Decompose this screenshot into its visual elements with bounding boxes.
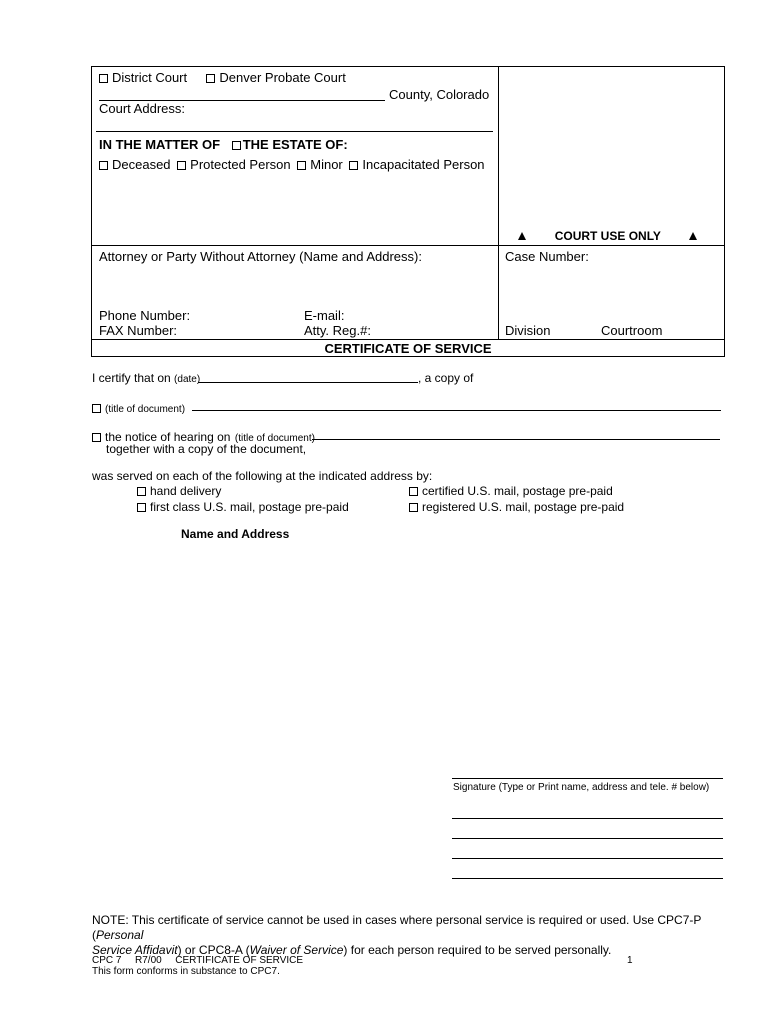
courtroom-label: Courtroom — [601, 323, 663, 338]
court-use-only-label: COURT USE ONLY — [554, 229, 661, 243]
caption-divider-vertical — [498, 66, 499, 339]
case-number-label: Case Number: — [505, 249, 589, 264]
estate-of-label: THE ESTATE OF: — [242, 137, 348, 152]
registered-mail-option — [409, 500, 624, 514]
person-type-row — [99, 157, 485, 172]
attorney-label: Attorney or Party Without Attorney (Name and Address): — [99, 249, 422, 264]
footer-form-line — [92, 955, 303, 966]
note-suffix: ) for each person required to be served personally. — [343, 943, 612, 957]
note-personal-2: Service Affidavit — [92, 943, 178, 957]
certified-mail-label: certified U.S. mail, postage pre-paid — [422, 484, 613, 498]
signature-info-line-4[interactable] — [452, 878, 723, 879]
incapacitated-person-label: Incapacitated Person — [362, 157, 485, 172]
hand-delivery-checkbox[interactable] — [137, 487, 146, 496]
matter-row — [99, 137, 348, 152]
caption-divider-attorney — [91, 245, 725, 246]
hand-delivery-option — [137, 484, 221, 498]
division-label: Division — [505, 323, 551, 338]
certified-mail-option — [409, 484, 613, 498]
signature-info-line-3[interactable] — [452, 858, 723, 859]
court-type-row — [99, 70, 346, 85]
footer-revision: R7/00 — [135, 955, 162, 966]
title-of-document-checkbox[interactable] — [92, 404, 101, 413]
together-with-label: together with a copy of the document, — [106, 442, 307, 456]
atty-reg-label: Atty. Reg.#: — [304, 323, 371, 338]
signature-info-line-2[interactable] — [452, 838, 723, 839]
note-prefix: NOTE: This certificate of service cannot be used in cases where personal service is required or used. Use CPC7-P ( — [92, 913, 702, 942]
county-colorado-label: County, Colorado — [389, 87, 490, 102]
minor-checkbox[interactable] — [297, 161, 306, 170]
minor-label: Minor — [310, 157, 343, 172]
footer-form-id: CPC 7 — [92, 955, 122, 966]
hand-delivery-label: hand delivery — [150, 484, 222, 498]
deceased-label: Deceased — [112, 157, 171, 172]
signature-info-line-1[interactable] — [452, 818, 723, 819]
footer-form-name: CERTIFICATE OF SERVICE — [175, 955, 304, 966]
note-mid: ) or CPC8-A ( — [177, 943, 250, 957]
notice-of-hearing-label: the notice of hearing on — [105, 430, 231, 444]
footer-conforms: This form conforms in substance to CPC7. — [92, 966, 280, 977]
note-waiver: Waiver of Service — [249, 943, 344, 957]
note-paragraph — [92, 913, 732, 958]
registered-mail-checkbox[interactable] — [409, 503, 418, 512]
title-of-document-hint: (title of document) — [105, 404, 186, 415]
signature-line[interactable] — [452, 778, 723, 779]
caption-divider-title — [91, 339, 725, 340]
denver-probate-court-checkbox[interactable] — [206, 74, 215, 83]
certify-on-label: I certify that on — [92, 371, 171, 385]
phone-number-label: Phone Number: — [99, 308, 191, 323]
district-court-label: District Court — [112, 70, 188, 85]
protected-person-checkbox[interactable] — [177, 161, 186, 170]
first-class-mail-option — [137, 500, 349, 514]
up-arrow-icon — [518, 232, 526, 240]
fax-number-label: FAX Number: — [99, 323, 178, 338]
a-copy-of-label: , a copy of — [418, 371, 474, 385]
title-of-document-row — [92, 399, 185, 417]
deceased-checkbox[interactable] — [99, 161, 108, 170]
court-address-label: Court Address: — [99, 101, 185, 116]
form-title: CERTIFICATE OF SERVICE — [324, 341, 492, 356]
name-and-address-heading: Name and Address — [181, 527, 290, 541]
certify-row — [92, 371, 200, 385]
court-address-line[interactable] — [96, 131, 493, 132]
was-served-label: was served on each of the following at the indicated address by: — [92, 469, 433, 483]
date-line[interactable] — [198, 382, 418, 383]
up-arrow-icon — [689, 232, 697, 240]
title-of-document-line[interactable] — [192, 410, 721, 411]
court-use-only-row — [518, 229, 708, 243]
notice-title-hint: (title of document) — [234, 433, 315, 444]
first-class-mail-checkbox[interactable] — [137, 503, 146, 512]
incapacitated-person-checkbox[interactable] — [349, 161, 358, 170]
first-class-mail-label: first class U.S. mail, postage pre-paid — [150, 500, 349, 514]
certified-mail-checkbox[interactable] — [409, 487, 418, 496]
district-court-checkbox[interactable] — [99, 74, 108, 83]
note-personal-1: Personal — [96, 928, 144, 942]
registered-mail-label: registered U.S. mail, postage pre-paid — [422, 500, 625, 514]
email-label: E-mail: — [304, 308, 345, 323]
estate-of-checkbox[interactable] — [232, 141, 241, 150]
signature-label: Signature (Type or Print name, address and tele. # below) — [453, 782, 710, 793]
denver-probate-court-label: Denver Probate Court — [219, 70, 346, 85]
in-the-matter-of-label: IN THE MATTER OF — [99, 137, 221, 152]
notice-document-line[interactable] — [312, 439, 720, 440]
page-number: 1 — [627, 955, 633, 966]
notice-of-hearing-checkbox[interactable] — [92, 433, 101, 442]
protected-person-label: Protected Person — [190, 157, 291, 172]
date-hint: (date) — [174, 374, 201, 385]
